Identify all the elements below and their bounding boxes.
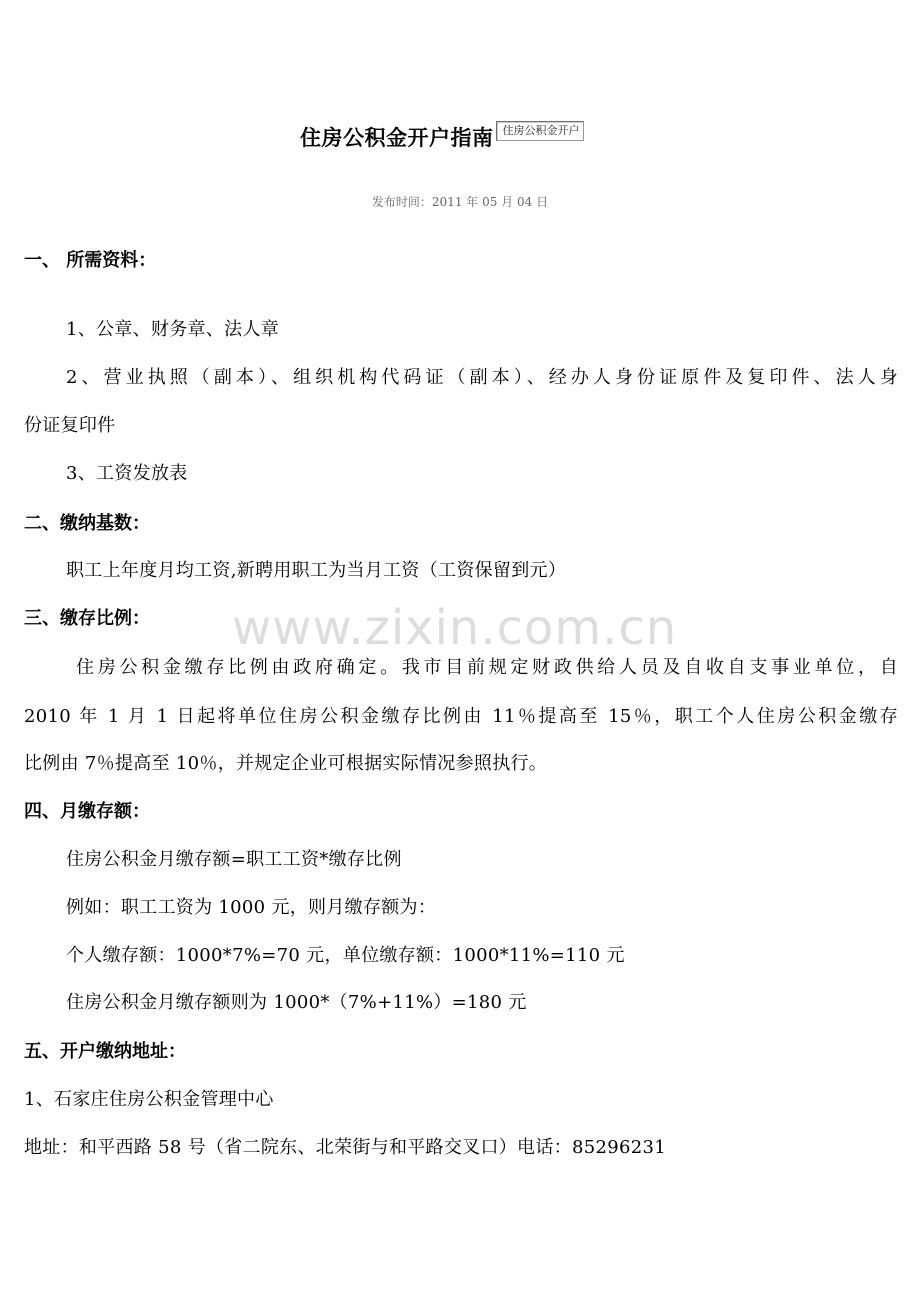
title-row xyxy=(300,117,584,157)
publish-date: 发布时间：2011 年 05 月 04 日 xyxy=(371,195,549,209)
section-1-heading: 一、 所需资料： xyxy=(24,250,157,271)
section-3-line-3: 比例由 7％提高至 10％，并规定企业可根据实际情况参照执行。 xyxy=(24,753,548,774)
section-3-line-2: 2010 年 1 月 1 日起将单位住房公积金缴存比例由 11％提高至 15％，职工个人住房公积金缴存 xyxy=(24,706,898,727)
section-2-heading: 二、缴纳基数： xyxy=(24,513,150,534)
section-5-address: 地址：和平西路 58 号（省二院东、北荣街与和平路交叉口）电话：85296231 xyxy=(24,1137,666,1158)
section-2-text: 职工上年度月均工资,新聘用职工为当月工资（工资保留到元） xyxy=(66,560,567,581)
section-4-heading: 四、月缴存额： xyxy=(24,801,150,822)
section-3-line-1: 住房公积金缴存比例由政府确定。我市目前规定财政供给人员及自收自支事业单位，自 xyxy=(76,657,898,678)
section-1-item-2: 2、营业执照（副本）、组织机构代码证（副本）、经办人身份证原件及复印件、法人身 xyxy=(66,367,898,388)
watermark: www.zixin.com.cn xyxy=(232,600,678,656)
section-5-heading: 五、开户缴纳地址： xyxy=(24,1041,186,1062)
section-1-item-3: 3、工资发放表 xyxy=(66,463,188,484)
section-4-line-3: 个人缴存额：1000*7%=70 元，单位缴存额：1000*11%=110 元 xyxy=(66,945,625,966)
section-5-line-1: 1、石家庄住房公积金管理中心 xyxy=(24,1089,274,1110)
section-4-line-1: 住房公积金月缴存额=职工工资*缴存比例 xyxy=(66,849,402,870)
section-1-item-1: 1、公章、财务章、法人章 xyxy=(66,319,280,340)
section-3-heading: 三、缴存比例： xyxy=(24,608,150,629)
section-1-item-2-cont: 份证复印件 xyxy=(24,415,116,436)
title-text-box: 住房公积金开户 xyxy=(496,121,584,141)
document-title: 住房公积金开户指南 xyxy=(300,126,494,150)
section-4-line-4: 住房公积金月缴存额则为 1000*（7%+11%）=180 元 xyxy=(66,992,527,1013)
section-4-line-2: 例如：职工工资为 1000 元，则月缴存额为： xyxy=(66,897,437,918)
